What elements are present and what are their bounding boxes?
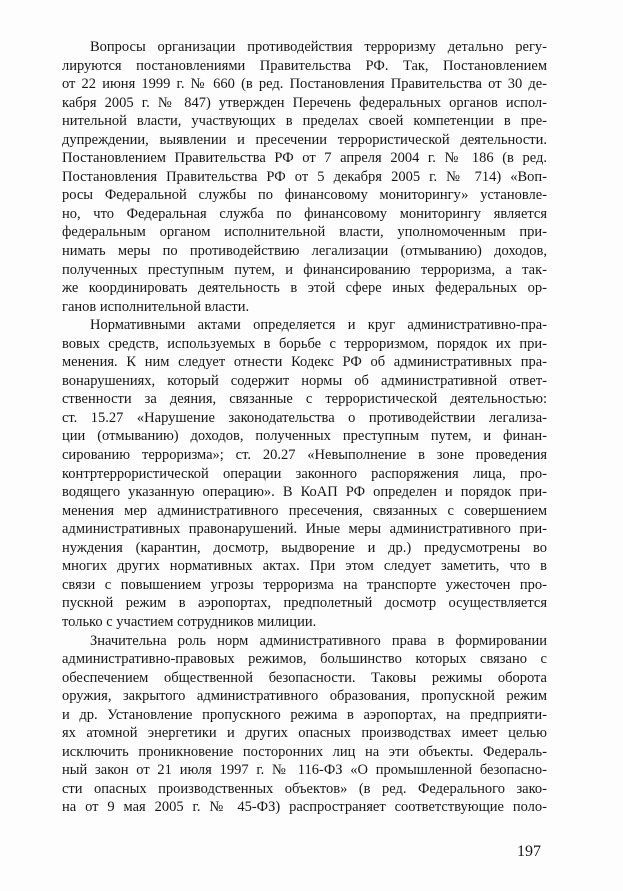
text-line: кабря 2005 г. № 847) утвержден Перечень федеральных органов испол- xyxy=(62,94,547,111)
text-line: на от 9 мая 2005 г. № 45-ФЗ) распространяет соответствующие поло- xyxy=(62,799,547,816)
text-line: нуждения (карантин, досмотр, выдворение и др.) предусмотрены во xyxy=(62,539,547,556)
text-line: полученных преступным путем, и финансированию терроризма, а так- xyxy=(62,261,547,278)
text-line: лируются постановлениями Правительства РФ. Так, Постановлением xyxy=(62,57,547,74)
text-line: же координировать деятельность в этой сфере иных федеральных ор- xyxy=(62,280,547,297)
text-line: административных правонарушений. Иные меры административного при- xyxy=(62,521,547,538)
text-line: менения мер административного пресечения, связанных с совершением xyxy=(62,502,547,519)
text-line: обеспечением общественной безопасности. Таковы режимы оборота xyxy=(62,669,547,686)
text-line: административно-правовых режимов, большинство которых связано с xyxy=(62,651,547,668)
text-line: контртеррористической операции законного распоряжения лица, про- xyxy=(62,465,547,482)
text-line: но, что Федеральная служба по финансовому мониторингу является xyxy=(62,205,547,222)
text-line: ст. 15.27 «Нарушение законодательства о противодействии легализа- xyxy=(62,409,547,426)
text-line: росы Федеральной службы по финансовому мониторингу» установле- xyxy=(62,187,547,204)
text-line: ях атомной энергетики и других опасных производствах имеет целью xyxy=(62,725,547,742)
text-line: менения. К ним следует отнести Кодекс РФ об административных пра- xyxy=(62,354,547,371)
text-line: от 22 июня 1999 г. № 660 (в ред. Постановления Правительства от 30 де- xyxy=(62,76,547,93)
text-line: сти опасных производственных объектов» (в ред. Федерального зако- xyxy=(62,780,547,797)
text-line: нительной власти, участвующих в пределах своей компетенции в пре- xyxy=(62,113,547,130)
text-line: пускной режим в аэропортах, предполетный досмотр осуществляется xyxy=(62,595,547,612)
text-line: Нормативными актами определяется и круг административно-пра- xyxy=(90,317,547,334)
paragraph xyxy=(62,316,547,631)
text-line: федеральным органом исполнительной власти, уполномоченным при- xyxy=(62,224,547,241)
text-line: связи с повышением угрозы терроризма на транспорте ужесточен про- xyxy=(62,576,547,593)
page-number: 197 xyxy=(517,843,541,860)
paragraph xyxy=(62,632,547,817)
text-line: вовых средств, используемых в борьбе с терроризмом, порядок их при- xyxy=(62,335,547,352)
body-text xyxy=(62,38,547,817)
text-line: ный закон от 21 июля 1997 г. № 116-ФЗ «О промышленной безопасно- xyxy=(62,762,547,779)
text-line: вонарушениях, который содержит нормы об административной ответ- xyxy=(62,372,547,389)
text-line: Постановлением Правительства РФ от 7 апреля 2004 г. № 186 (в ред. xyxy=(62,150,547,167)
paragraph xyxy=(62,38,547,316)
text-line: ции (отмыванию) доходов, полученных преступным путем, и финан- xyxy=(62,428,547,445)
text-line: Постановления Правительства РФ от 5 декабря 2005 г. № 714) «Воп- xyxy=(62,168,547,185)
text-line: только с участием сотрудников милиции. xyxy=(62,613,317,630)
text-line: многих других нормативных актах. При этом следует заметить, что в xyxy=(62,558,547,575)
text-line: дупреждении, выявлении и пресечении террористической деятельности. xyxy=(62,131,547,148)
text-line: ственности за деяния, связанные с террористической деятельностью: xyxy=(62,391,547,408)
text-line: ганов исполнительной власти. xyxy=(62,298,250,315)
text-line: Вопросы организации противодействия терроризму детально регу- xyxy=(90,39,547,55)
text-line: водящего указанную операцию». В КоАП РФ определен и порядок при- xyxy=(62,484,547,501)
text-line: нимать меры по противодействию легализации (отмыванию) доходов, xyxy=(62,243,547,260)
text-line: исключить проникновение посторонних лиц на эти объекты. Федераль- xyxy=(62,743,547,760)
text-line: и др. Установление пропускного режима в аэропортах, на предприяти- xyxy=(62,706,547,723)
text-line: сированию терроризма»; ст. 20.27 «Невыполнение в зоне проведения xyxy=(62,447,547,464)
text-line: Значительна роль норм административного права в формировании xyxy=(90,632,547,649)
text-line: оружия, закрытого административного образования, пропускной режим xyxy=(62,688,547,705)
